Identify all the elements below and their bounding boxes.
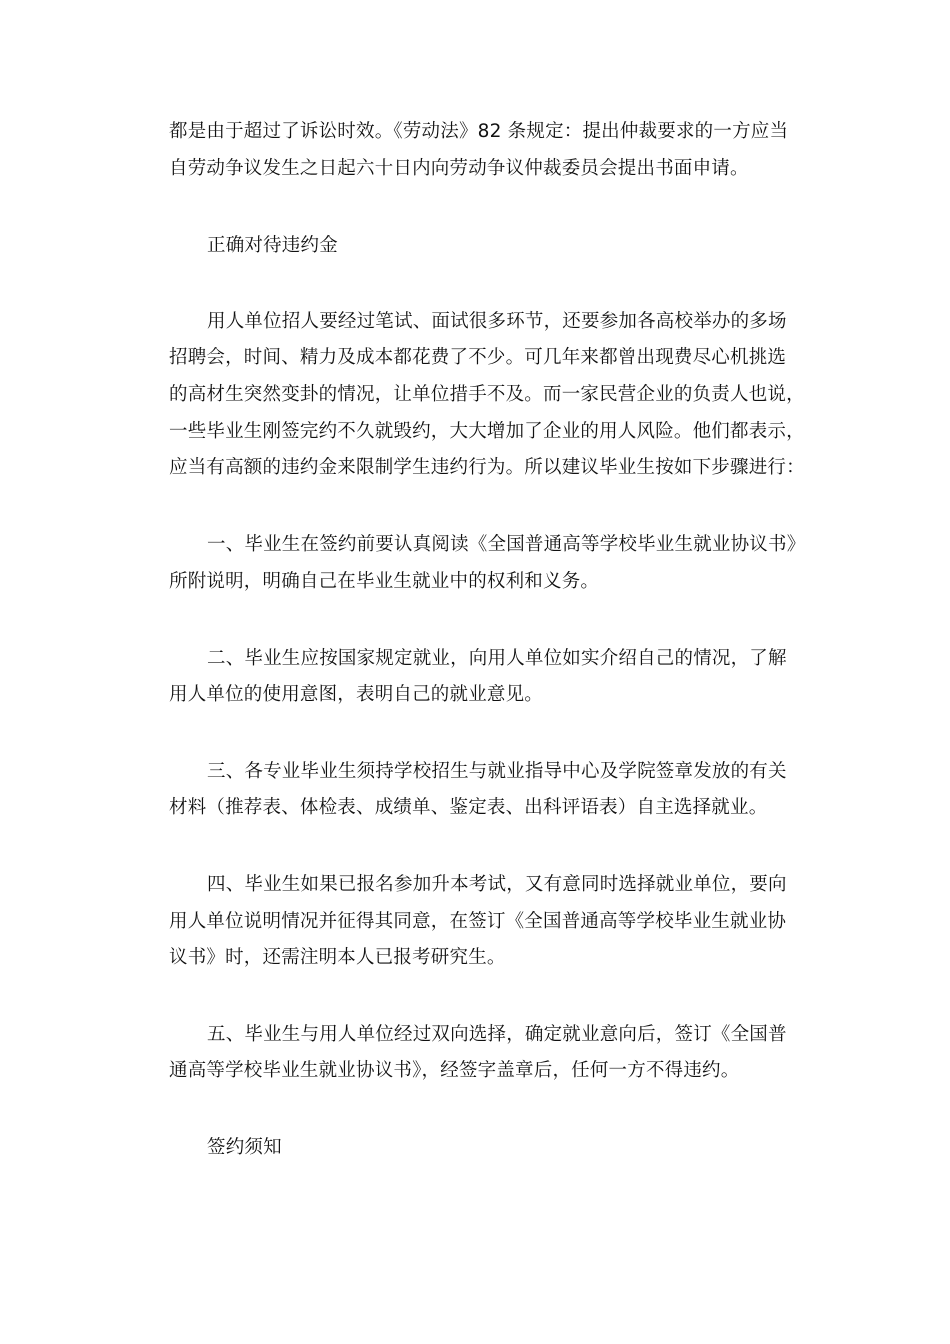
paragraph-line: 的高材生突然变卦的情况，让单位措手不及。而一家民营企业的负责人也说， <box>169 384 805 405</box>
paragraph-line: 议书》时，还需注明本人已报考研究生。 <box>169 947 506 968</box>
paragraph-line: 所附说明，明确自己在毕业生就业中的权利和义务。 <box>169 571 600 592</box>
paragraph-line: 四、毕业生如果已报名参加升本考试，又有意同时选择就业单位，要向 <box>207 874 787 895</box>
paragraph-line: 用人单位说明情况并征得其同意，在签订《全国普通高等学校毕业生就业协 <box>169 911 787 932</box>
paragraph-line: 一、毕业生在签约前要认真阅读《全国普通高等学校毕业生就业协议书》 <box>207 534 806 555</box>
paragraph-line: 通高等学校毕业生就业协议书》，经签字盖章后，任何一方不得违约。 <box>169 1060 740 1081</box>
paragraph-line: 用人单位的使用意图，表明自己的就业意见。 <box>169 684 544 705</box>
section-heading: 签约须知 <box>207 1137 282 1158</box>
section-heading: 正确对待违约金 <box>207 235 338 256</box>
paragraph-line: 招聘会，时间、精力及成本都花费了不少。可几年来都曾出现费尽心机挑选 <box>169 347 787 368</box>
paragraph-line: 都是由于超过了诉讼时效。《劳动法》82 条规定：提出仲裁要求的一方应当 <box>169 121 789 142</box>
paragraph-line: 自劳动争议发生之日起六十日内向劳动争议仲裁委员会提出书面申请。 <box>169 158 749 179</box>
paragraph-line: 一些毕业生刚签完约不久就毁约，大大增加了企业的用人风险。他们都表示， <box>169 421 805 442</box>
paragraph-line: 应当有高额的违约金来限制学生违约行为。所以建议毕业生按如下步骤进行： <box>169 457 805 478</box>
paragraph-line: 五、毕业生与用人单位经过双向选择，确定就业意向后，签订《全国普 <box>207 1024 787 1045</box>
paragraph-line: 材料（推荐表、体检表、成绩单、鉴定表、出科评语表）自主选择就业。 <box>169 797 768 818</box>
paragraph-line: 三、各专业毕业生须持学校招生与就业指导中心及学院签章发放的有关 <box>207 761 787 782</box>
paragraph-line: 用人单位招人要经过笔试、面试很多环节，还要参加各高校举办的多场 <box>207 311 787 332</box>
paragraph-line: 二、毕业生应按国家规定就业，向用人单位如实介绍自己的情况，了解 <box>207 648 787 669</box>
